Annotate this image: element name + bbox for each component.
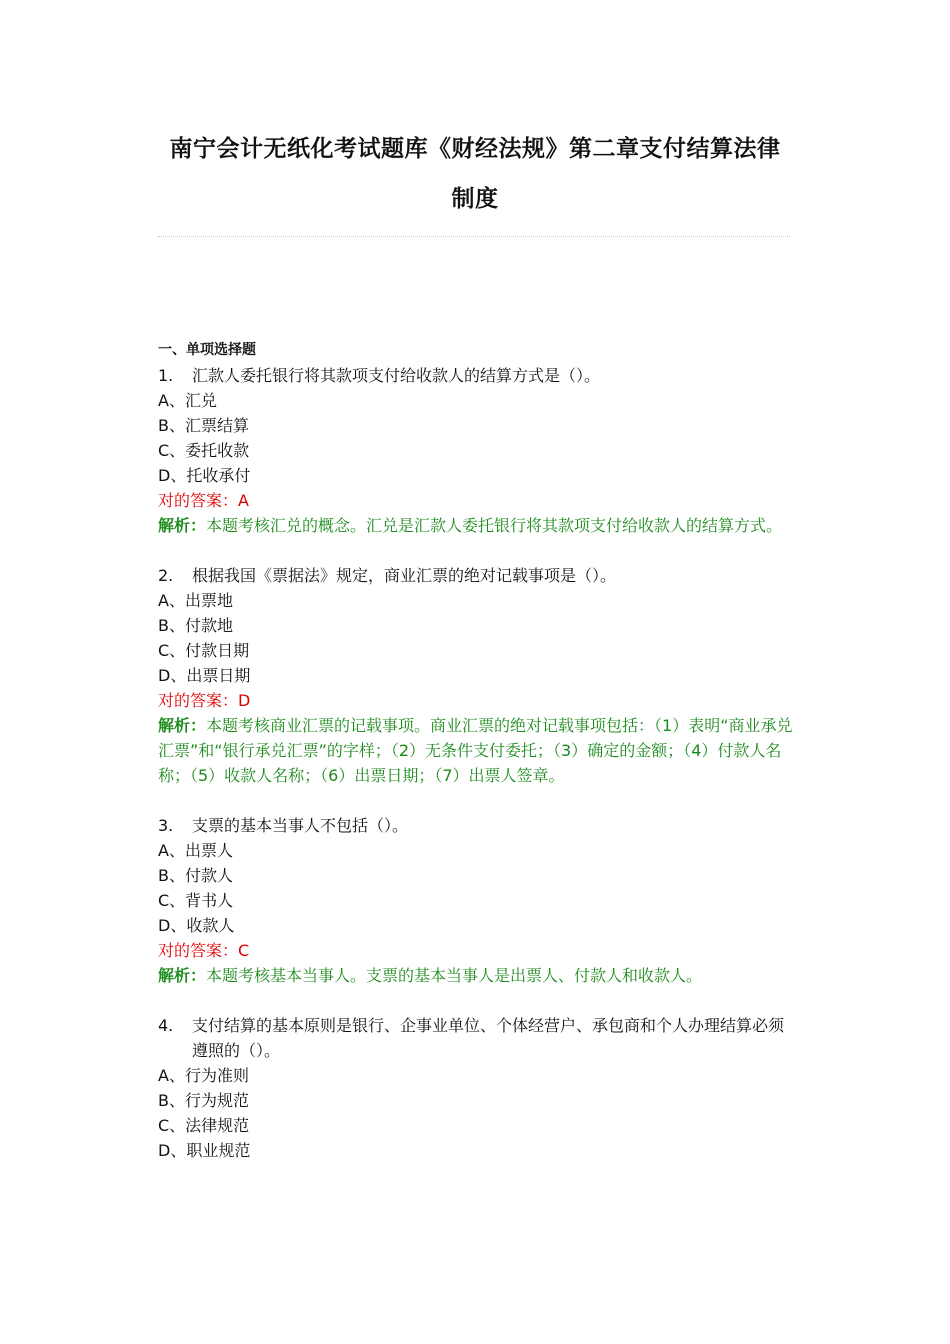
option-b: B、付款人 <box>158 866 233 885</box>
question-3 <box>158 813 798 988</box>
answer-label: 对的答案： <box>158 491 239 510</box>
answer-value: C <box>238 941 250 960</box>
explanation-text: 本题考核商业汇票的记载事项。商业汇票的绝对记载事项包括：（1）表明“商业承兑汇票”和“银行承兑汇票”的字样；（2）无条件支付委托；（3）确定的金额；（4）付款人名称；（5）收款人名称；（6）出票日期；（7）出票人签章。 <box>158 716 793 785</box>
option-d: D、出票日期 <box>158 666 251 685</box>
explanation-label: 解析： <box>158 966 207 985</box>
question-text: 根据我国《票据法》规定，商业汇票的绝对记载事项是（）。 <box>192 566 617 585</box>
option-c: C、委托收款 <box>158 441 250 460</box>
question-4 <box>158 1013 798 1163</box>
question-stem <box>158 363 798 388</box>
option-d: D、收款人 <box>158 916 235 935</box>
explanation-label: 解析： <box>158 716 207 735</box>
correct-answer <box>158 938 798 963</box>
question-number: 2. <box>158 566 174 585</box>
question-text: 汇款人委托银行将其款项支付给收款人的结算方式是（）。 <box>192 366 601 385</box>
explanation-text: 本题考核基本当事人。支票的基本当事人是出票人、付款人和收款人。 <box>206 966 703 985</box>
question-stem <box>158 1013 798 1063</box>
option-b: B、行为规范 <box>158 1091 249 1110</box>
document-title-line-1: 南宁会计无纸化考试题库《财经法规》第二章支付结算法律 <box>169 136 781 162</box>
question-stem <box>158 813 798 838</box>
option-a: A、汇兑 <box>158 391 217 410</box>
option-d: D、托收承付 <box>158 466 251 485</box>
question-text: 支付结算的基本原则是银行、企事业单位、个体经营户、承包商和个人办理结算必须遵照的（）。 <box>192 1016 785 1060</box>
option-b: B、汇票结算 <box>158 416 249 435</box>
option-b: B、付款地 <box>158 616 233 635</box>
option-c: C、法律规范 <box>158 1116 250 1135</box>
correct-answer <box>158 688 798 713</box>
answer-label: 对的答案： <box>158 941 239 960</box>
document-title-line-2: 制度 <box>451 186 499 212</box>
question-stem <box>158 563 798 588</box>
question-2 <box>158 563 798 788</box>
question-number: 1. <box>158 366 174 385</box>
option-a: A、出票地 <box>158 591 233 610</box>
option-a: A、出票人 <box>158 841 233 860</box>
question-list <box>158 338 798 1163</box>
explanation-label: 解析： <box>158 516 207 535</box>
question-text: 支票的基本当事人不包括（）。 <box>192 816 409 835</box>
question-1 <box>158 363 798 538</box>
answer-value: A <box>238 491 249 510</box>
answer-label: 对的答案： <box>158 691 239 710</box>
option-c: C、背书人 <box>158 891 234 910</box>
section-heading: 一、单项选择题 <box>158 342 256 358</box>
title-divider <box>158 236 790 237</box>
option-a: A、行为准则 <box>158 1066 249 1085</box>
explanation-text: 本题考核汇兑的概念。汇兑是汇款人委托银行将其款项支付给收款人的结算方式。 <box>206 516 783 535</box>
answer-value: D <box>238 691 251 710</box>
question-number: 4. <box>158 1016 174 1035</box>
explanation <box>158 513 798 538</box>
question-number: 3. <box>158 816 174 835</box>
explanation <box>158 713 798 788</box>
option-c: C、付款日期 <box>158 641 250 660</box>
explanation <box>158 963 798 988</box>
option-d: D、职业规范 <box>158 1141 251 1160</box>
correct-answer <box>158 488 798 513</box>
